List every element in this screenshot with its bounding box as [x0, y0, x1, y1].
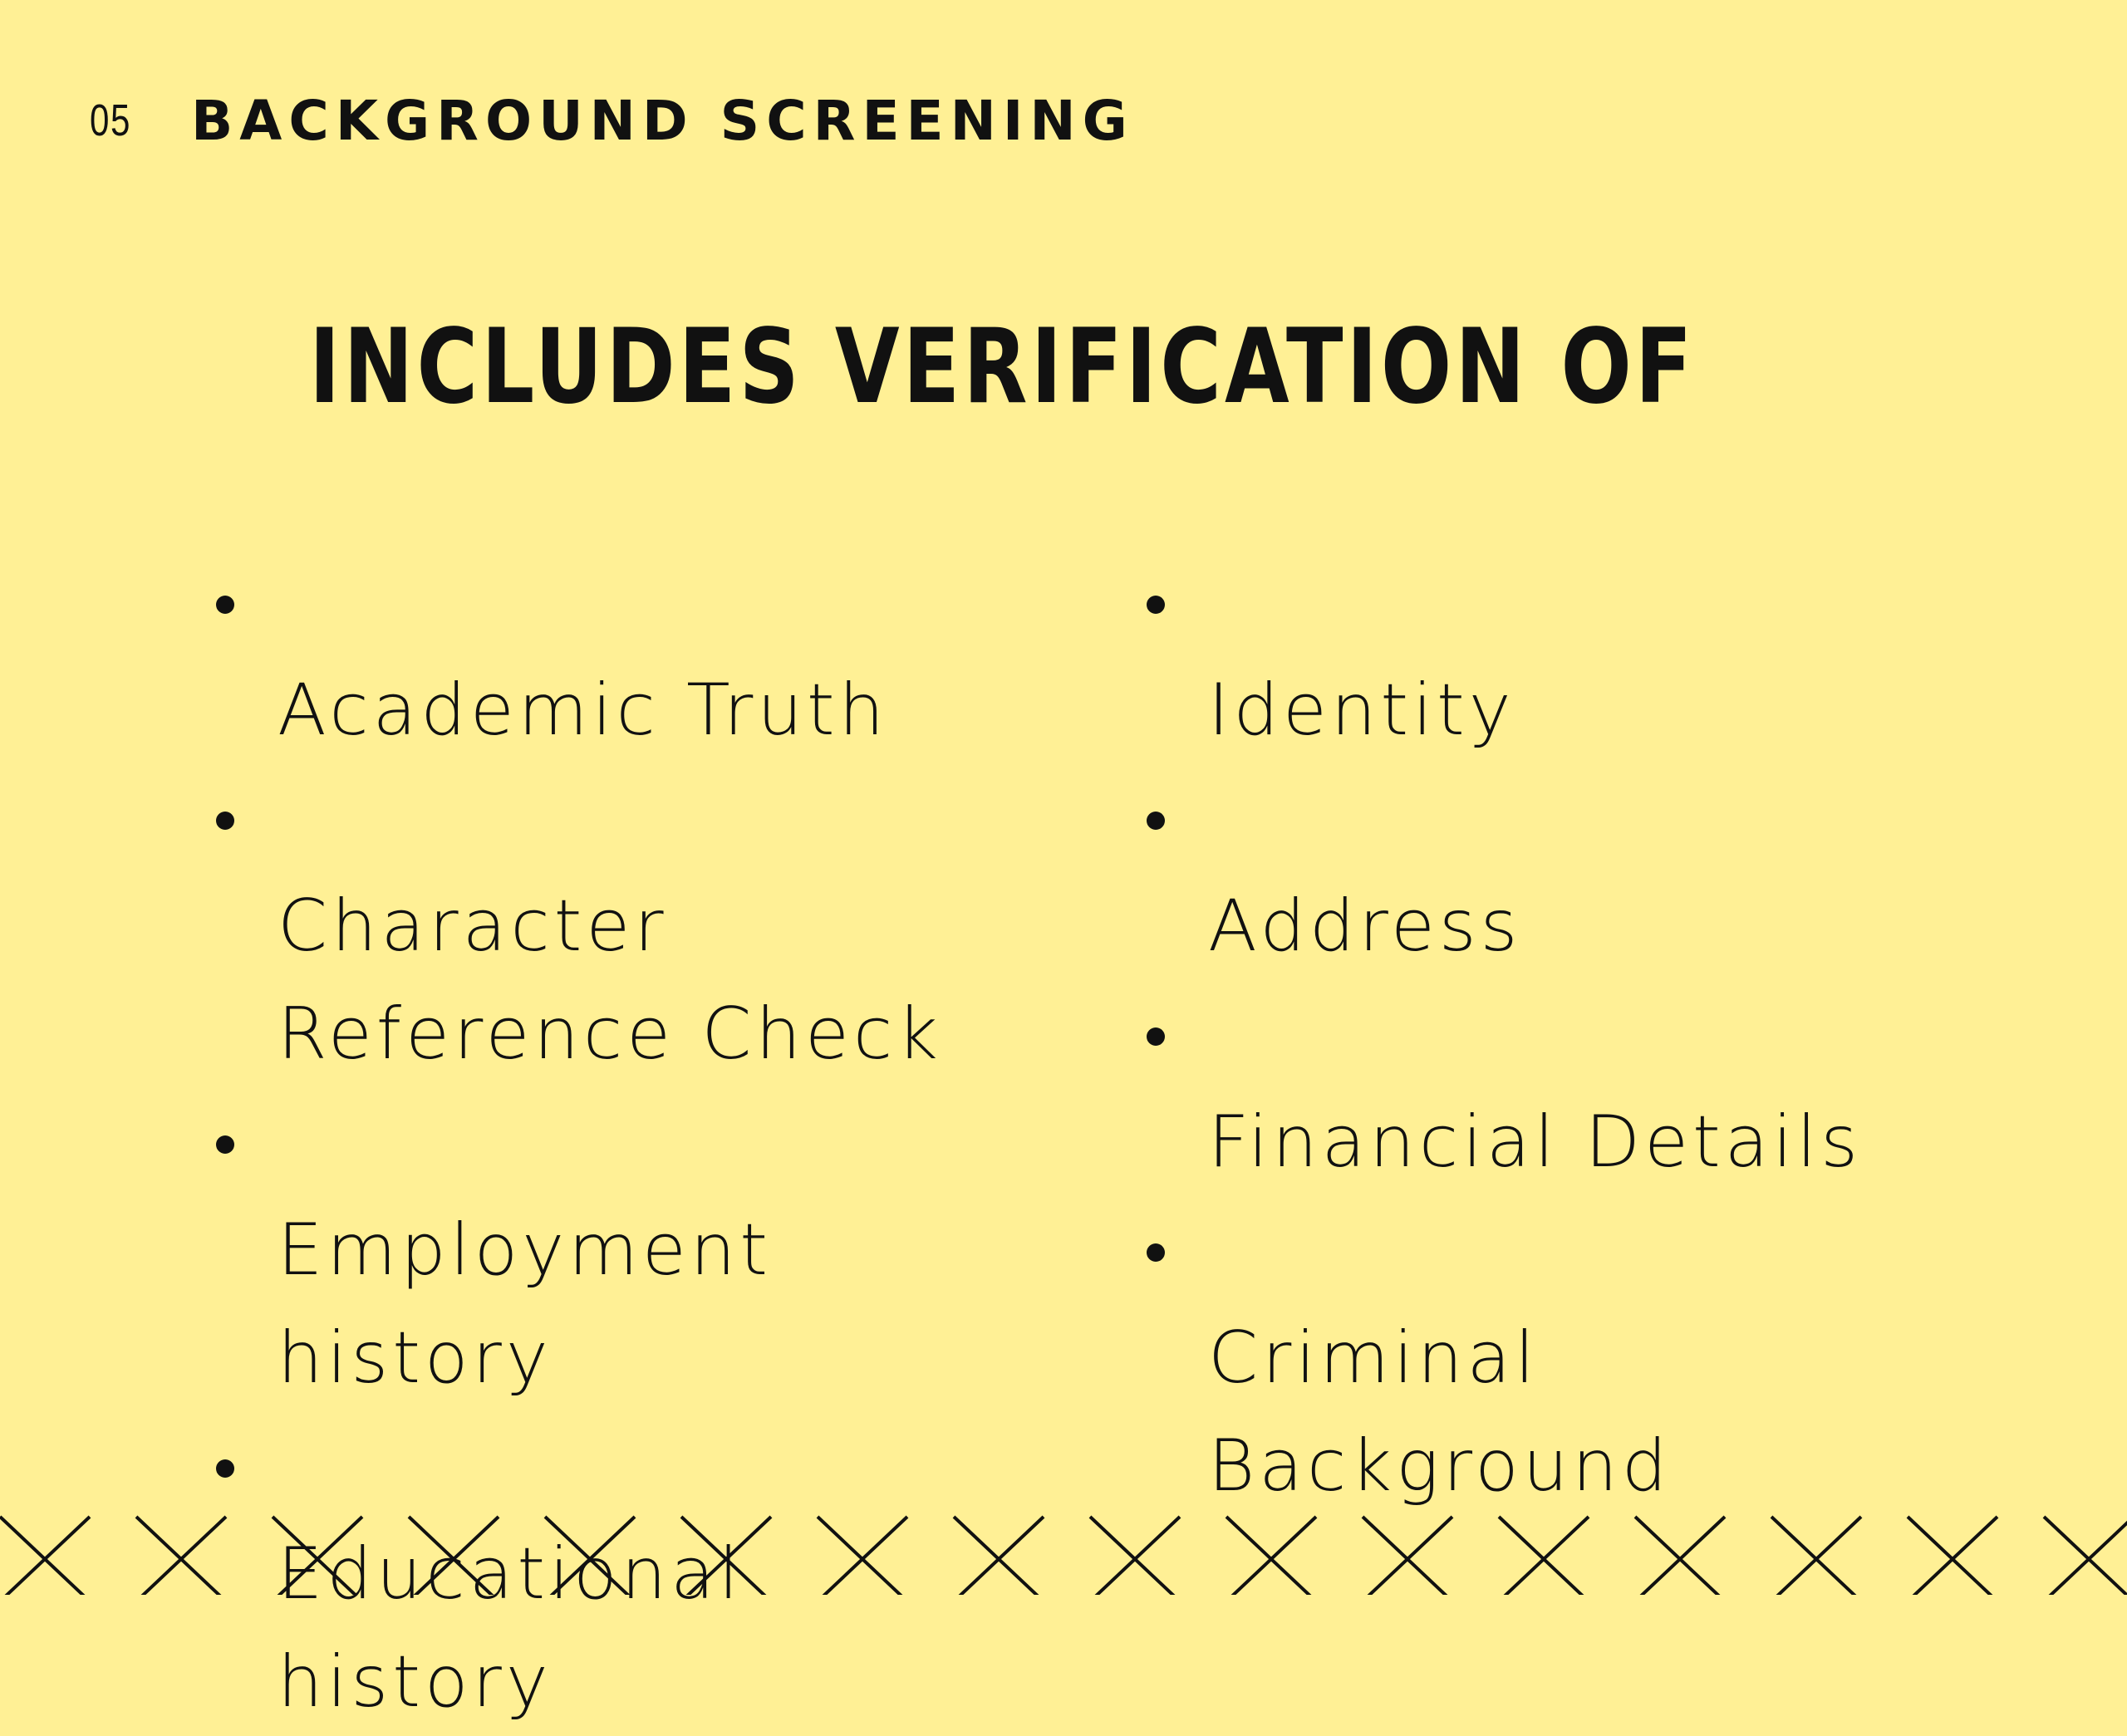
x-icon [1363, 1517, 1452, 1595]
bullet-icon [216, 596, 234, 614]
x-icon [1908, 1517, 1997, 1595]
list-item-text: Criminal Background [1208, 1317, 1672, 1508]
list-item-text: Employment history [278, 1209, 773, 1400]
bullet-icon [1147, 596, 1165, 614]
list-item [1137, 980, 2051, 1196]
list-item [1137, 764, 2051, 980]
list-item-text: Financial Details [1208, 1101, 1863, 1184]
x-icon [1226, 1517, 1316, 1595]
bullet-icon [216, 1459, 234, 1478]
x-icon [954, 1517, 1044, 1595]
x-icon [1771, 1517, 1861, 1595]
slide-header [90, 83, 1134, 158]
x-icon [1499, 1517, 1589, 1595]
list-item [206, 764, 1037, 1088]
list-item [206, 548, 1037, 764]
x-pattern-border [0, 1515, 2127, 1595]
list-item-text: Educational history [278, 1532, 743, 1724]
x-icon [681, 1517, 771, 1595]
x-icon [273, 1517, 362, 1595]
x-icon [1090, 1517, 1180, 1595]
bullet-icon [216, 812, 234, 830]
bullet-icon [1147, 1243, 1165, 1262]
list-item [1137, 548, 2051, 764]
section-title: BACKGROUND SCREENING [191, 88, 1134, 153]
x-icon [818, 1517, 907, 1595]
x-icon [136, 1517, 226, 1595]
verification-list-right [1137, 548, 2051, 1520]
main-heading: INCLUDES VERIFICATION OF [309, 307, 1696, 427]
list-item-text: Academic Truth [278, 669, 889, 752]
x-icon [2044, 1517, 2127, 1595]
list-item [1137, 1196, 2051, 1520]
x-icon [409, 1517, 499, 1595]
x-icon [0, 1517, 90, 1595]
x-icon [545, 1517, 635, 1595]
x-icon [1635, 1517, 1725, 1595]
list-item-text: Character Reference Check [278, 885, 942, 1076]
list-item-text: Identity [1208, 669, 1515, 752]
bullet-icon [216, 1135, 234, 1154]
section-number: 05 [90, 96, 131, 145]
list-item [206, 1088, 1037, 1412]
bullet-icon [1147, 812, 1165, 830]
list-item-text: Address [1208, 885, 1522, 968]
bullet-icon [1147, 1027, 1165, 1046]
